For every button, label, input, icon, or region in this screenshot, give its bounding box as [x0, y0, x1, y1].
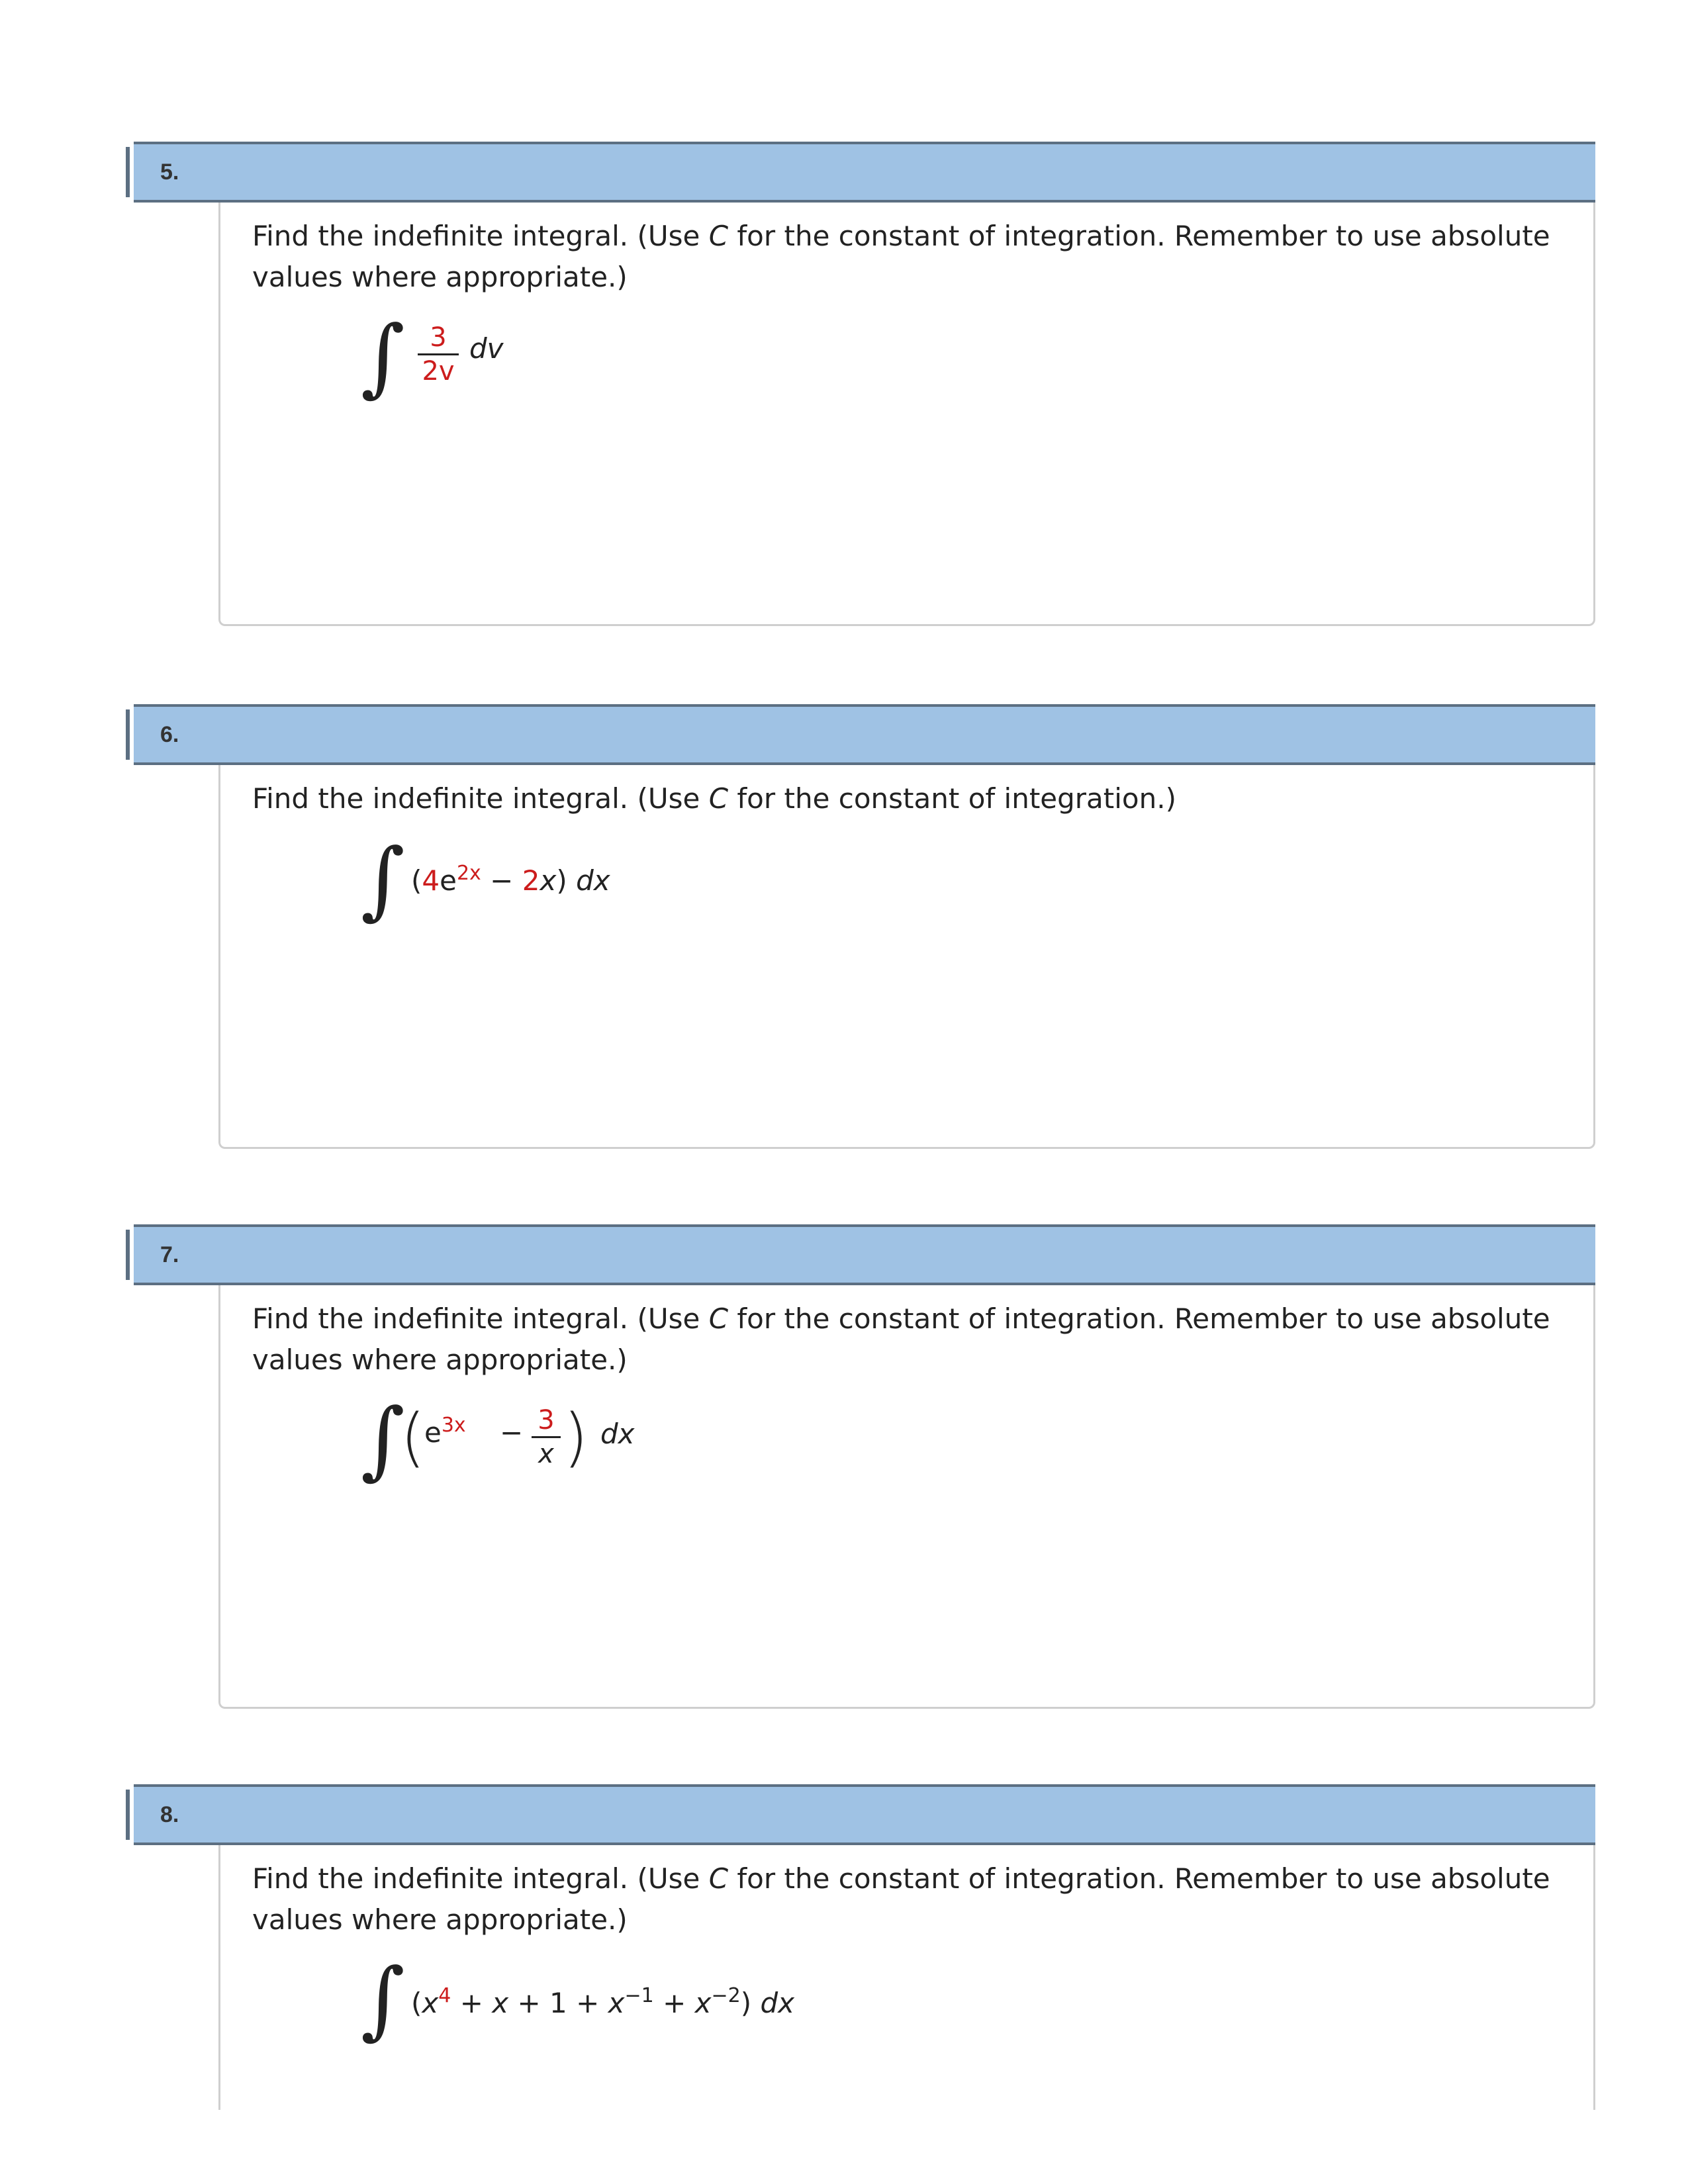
question-number: 7. — [126, 1230, 185, 1280]
integral-expression — [361, 308, 559, 408]
question-number: 5. — [126, 147, 185, 197]
differential: dx — [600, 1418, 635, 1450]
question-number: 8. — [126, 1790, 185, 1840]
question-body — [218, 1845, 1595, 2110]
question-prompt: Find the indefinite integral. (Use C for the constant of integration.) — [252, 782, 1176, 815]
integral-sign: ∫ — [361, 1390, 405, 1489]
integral-sign: ∫ — [361, 308, 405, 406]
fraction-denominator: 2v — [422, 356, 455, 387]
differential: dx — [760, 1987, 795, 2019]
question-prompt: Find the indefinite integral. (Use C for the constant of integration. Remember to use absolute values where appropriate.) — [252, 1302, 1550, 1376]
question-prompt: Find the indefinite integral. (Use C for the constant of integration. Remember to use absolute values where appropriate.) — [252, 220, 1550, 293]
right-paren: ) — [563, 1400, 588, 1475]
question-number: 6. — [126, 709, 185, 760]
differential: dv — [469, 332, 504, 365]
question-body — [218, 1285, 1595, 1709]
integral-sign: ∫ — [361, 831, 405, 929]
fraction-denominator: x — [538, 1439, 554, 1469]
integrand: $(4e^{2x} - 2x)$ dx — [411, 862, 610, 897]
minus-sign: − — [500, 1416, 524, 1449]
integral-sign: ∫ — [361, 1950, 405, 2049]
fraction — [418, 323, 459, 386]
fraction-numerator: 3 — [430, 322, 447, 353]
question-header-bar — [134, 1224, 1595, 1285]
question-body — [218, 203, 1595, 626]
question-prompt: Find the indefinite integral. (Use C for the constant of integration. Remember to use absolute values where appropriate.) — [252, 1862, 1550, 1936]
question-header-bar — [134, 142, 1595, 203]
fraction-numerator: 3 — [538, 1405, 555, 1435]
question-header-bar — [134, 1784, 1595, 1845]
question-header-bar — [134, 704, 1595, 765]
integral-expression — [361, 831, 758, 931]
question-body — [218, 765, 1595, 1149]
left-paren: ( — [400, 1400, 426, 1475]
integral-expression — [361, 1950, 890, 2050]
integrand: $(x^4 + x + 1 + x^{-1} + x^{-2})$ dx — [411, 1984, 795, 2019]
exponential-term: $e^{3x}$ — [424, 1414, 466, 1449]
fraction — [532, 1406, 561, 1469]
differential: dx — [576, 864, 610, 897]
integral-expression — [361, 1390, 692, 1490]
